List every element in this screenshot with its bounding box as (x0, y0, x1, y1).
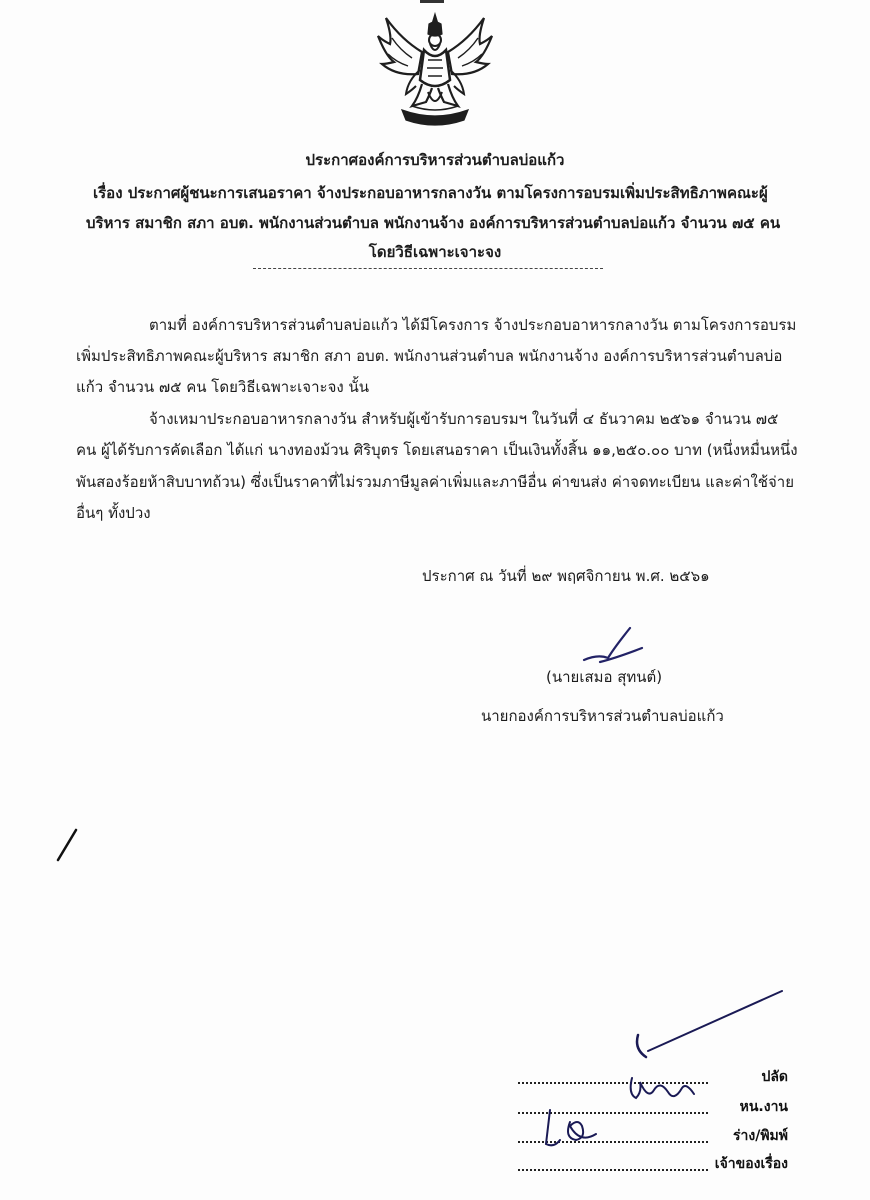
paragraph2-line-1: จ้างเหมาประกอบอาหารกลางวัน สำหรับผู้เข้ารับการอบรมฯ ในวันที่ ๔ ธันวาคม ๒๕๖๑ จำนวน ๗๕ (149, 410, 779, 428)
subject-line-3: โดยวิธีเฉพาะเจาะจง (368, 243, 502, 261)
footer-label-draft: ร่าง/พิมพ์ (731, 1125, 788, 1147)
paragraph1-line-1: ตามที่ องค์การบริหารส่วนตำบลบ่อแก้ว ได้มีโครงการ จ้างประกอบอาหารกลางวัน ตามโครงการอบรม (149, 316, 797, 334)
top-edge-mark (420, 0, 444, 3)
subject-line-1: เรื่อง ประกาศผู้ชนะการเสนอราคา จ้างประกอบอาหารกลางวัน ตามโครงการอบรมเพิ่มประสิทธิภาพคณะผู้ (93, 184, 768, 202)
document-title: ประกาศองค์การบริหารส่วนตำบลบ่อแก้ว (305, 151, 565, 169)
footer-dots (518, 1169, 708, 1171)
mayor-signature (580, 618, 650, 668)
footer-label-palad: ปลัด (759, 1066, 788, 1088)
paragraph1-line-2: เพิ่มประสิทธิภาพคณะผู้บริหาร สมาชิก สภา อบต. พนักงานส่วนตำบล พนักงานจ้าง องค์การบริหารส่วนตำบลบ่อ (76, 347, 783, 365)
footer-line-owner (518, 1155, 788, 1175)
initials-signature-1 (624, 1072, 704, 1106)
title-divider (253, 268, 603, 269)
initials-signature-2 (540, 1104, 610, 1150)
signer-position: นายกองค์การบริหารส่วนตำบลบ่อแก้ว (481, 707, 724, 725)
approval-arrow-stroke (620, 985, 790, 1070)
footer-label-owner: เจ้าของเรื่อง (713, 1153, 788, 1175)
paragraph1-line-3: แก้ว จำนวน ๗๕ คน โดยวิธีเฉพาะเจาะจง นั้น (76, 378, 369, 396)
signer-name: (นายเสมอ สุทนต์) (546, 668, 663, 686)
paragraph2-line-3: พันสองร้อยห้าสิบบาทถ้วน) ซึ่งเป็นราคาที่ไม่รวมภาษีมูลค่าเพิ่มและภาษีอื่น ค่าขนส่ง ค่าจดทะเบียน และค่าใช้จ่าย (76, 473, 794, 491)
subject-line-2: บริหาร สมาชิก สภา อบต. พนักงานส่วนตำบล พนักงานจ้าง องค์การบริหารส่วนตำบลบ่อแก้ว จำนวน ๗๕ คน (86, 214, 781, 232)
paragraph2-line-2: คน ผู้ได้รับการคัดเลือก ได้แก่ นางทองม้วน ศิริบุตร โดยเสนอราคา เป็นเงินทั้งสิ้น ๑๑,๒๕๐.๐๐ บาท (หนึ่งหมื่นหนึ่ง (76, 441, 798, 459)
paragraph2-line-4: อื่นๆ ทั้งปวง (76, 504, 151, 522)
garuda-emblem-icon (372, 10, 498, 132)
margin-pen-stroke (54, 828, 80, 864)
announcement-date: ประกาศ ณ วันที่ ๒๙ พฤศจิกายน พ.ศ. ๒๕๖๑ (422, 567, 710, 585)
footer-label-head: หน.งาน (738, 1096, 788, 1118)
